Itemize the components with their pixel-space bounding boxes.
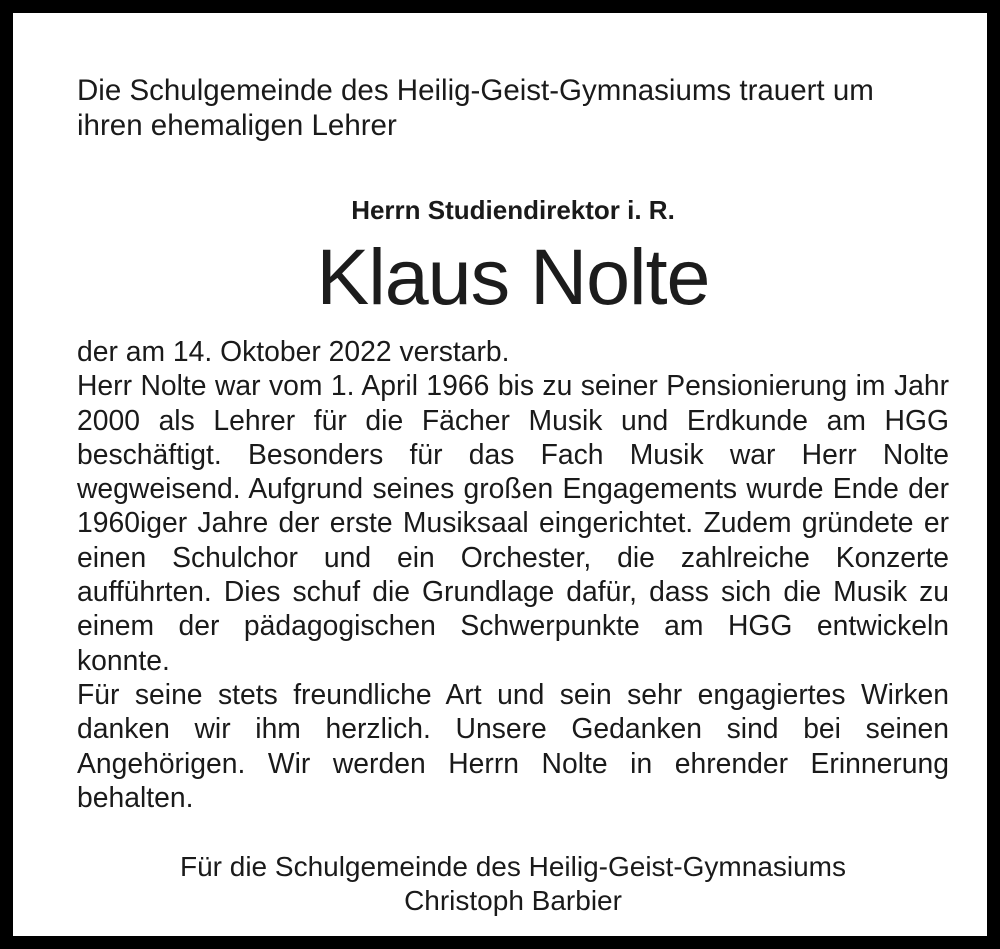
career-paragraph: Herr Nolte war vom 1. April 1966 bis zu seiner Pensionierung im Jahr 2000 als Lehrer für die Fächer Musik und Erdkunde am HGG beschäftigt. Besonders für das Fach Musik war Herr Nolte wegweisend. Aufgrund seines großen Engagements wurde Ende der 1960iger Jahre der erste Musiksaal eingerichtet. Zudem gründete er einen Schulchor und ein Orchester, die zahlreiche Konzerte aufführten. Dies schuf die Grundlage dafür, dass sich die Musik zu einem der pädagogischen Schwerpunkte am HGG entwickeln konnte. [77,369,949,676]
signature-block [77,850,949,918]
intro-line: Die Schulgemeinde des Heilig-Geist-Gymnasiums trauert um ihren ehemaligen Lehrer [77,74,874,142]
intro-text [77,73,949,143]
body-text [77,334,949,814]
signature-organization: Für die Schulgemeinde des Heilig-Geist-Gymnasiums [179,851,847,883]
deceased-name: Klaus Nolte [316,232,710,321]
death-date-line: der am 14. Oktober 2022 verstarb. [77,335,510,367]
thanks-paragraph: Für seine stets freundliche Art und sein sehr engagiertes Wirken danken wir ihm herzlich. Unsere Gedanken sind bei seinen Angehörigen. Wir werden Herrn Nolte in ehrender Erinnerung behalten. [77,677,949,813]
title-line: Herrn Studiendirektor i. R. [351,195,675,225]
signature-name: Christoph Barbier [404,885,622,917]
notice-content [77,73,949,918]
